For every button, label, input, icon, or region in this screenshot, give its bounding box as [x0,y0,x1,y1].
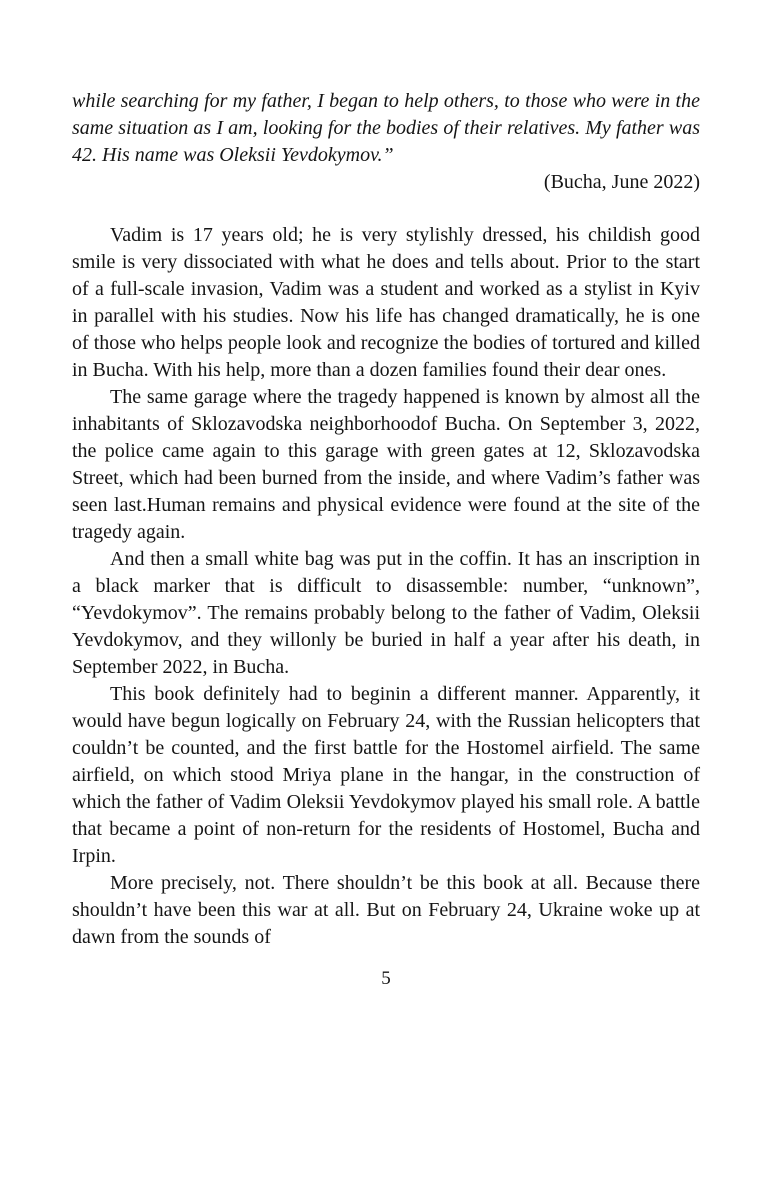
paragraph-2: The same garage where the tragedy happened is known by almost all the inhabitants of Sklozavodska neighborhoodof Bucha. On September 3, 2022, the police came again to this garage with green gates at 12, Sklozavodska Street, which had been burned from the inside, and where Vadim’s father was seen last.Human remains and physical evidence were found at the site of the tragedy again. [72,386,700,543]
body-text [72,222,700,951]
quote-attribution: (Bucha, June 2022) [543,171,700,193]
page-number: 5 [381,968,391,989]
paragraph-4: This book definitely had to beginin a different manner. Apparently, it would have begun logically on February 24, with the Russian helicopters that couldn’t be counted, and the first battle for the Hostomel airfield. The same airfield, on which stood Mriya plane in the hangar, in the construction of which the father of Vadim Oleksii Yevdokymov played his small role. A battle that became a point of non-return for the residents of Hostomel, Bucha and Irpin. [72,683,700,867]
paragraph-3: And then a small white bag was put in the coffin. It has an inscription in a black marker that is difficult to disassemble: number, “unknown”, “Yevdokymov”. The remains probably belong to the father of Vadim, Oleksii Yevdokymov, and they willonly be buried in half a year after his death, in September 2022, in Bucha. [72,548,700,678]
quote-text: while searching for my father, I began to help others, to those who were in the same situation as I am, looking for the bodies of their relatives. My father was 42. His name was Oleksii Yevdokymov.” [72,90,700,166]
paragraph-1: Vadim is 17 years old; he is very stylishly dressed, his childish good smile is very dissociated with what he does and tells about. Prior to the start of a full-scale invasion, Vadim was a student and worked as a stylist in Kyiv in parallel with his studies. Now his life has changed dramatically, he is one of those who helps people look and recognize the bodies of tortured and killed in Bucha. With his help, more than a dozen families found their dear ones. [72,224,700,381]
quote-block [72,88,700,196]
paragraph-5: More precisely, not. There shouldn’t be this book at all. Because there shouldn’t have been this war at all. But on February 24, Ukraine woke up at dawn from the sounds of [72,872,700,948]
